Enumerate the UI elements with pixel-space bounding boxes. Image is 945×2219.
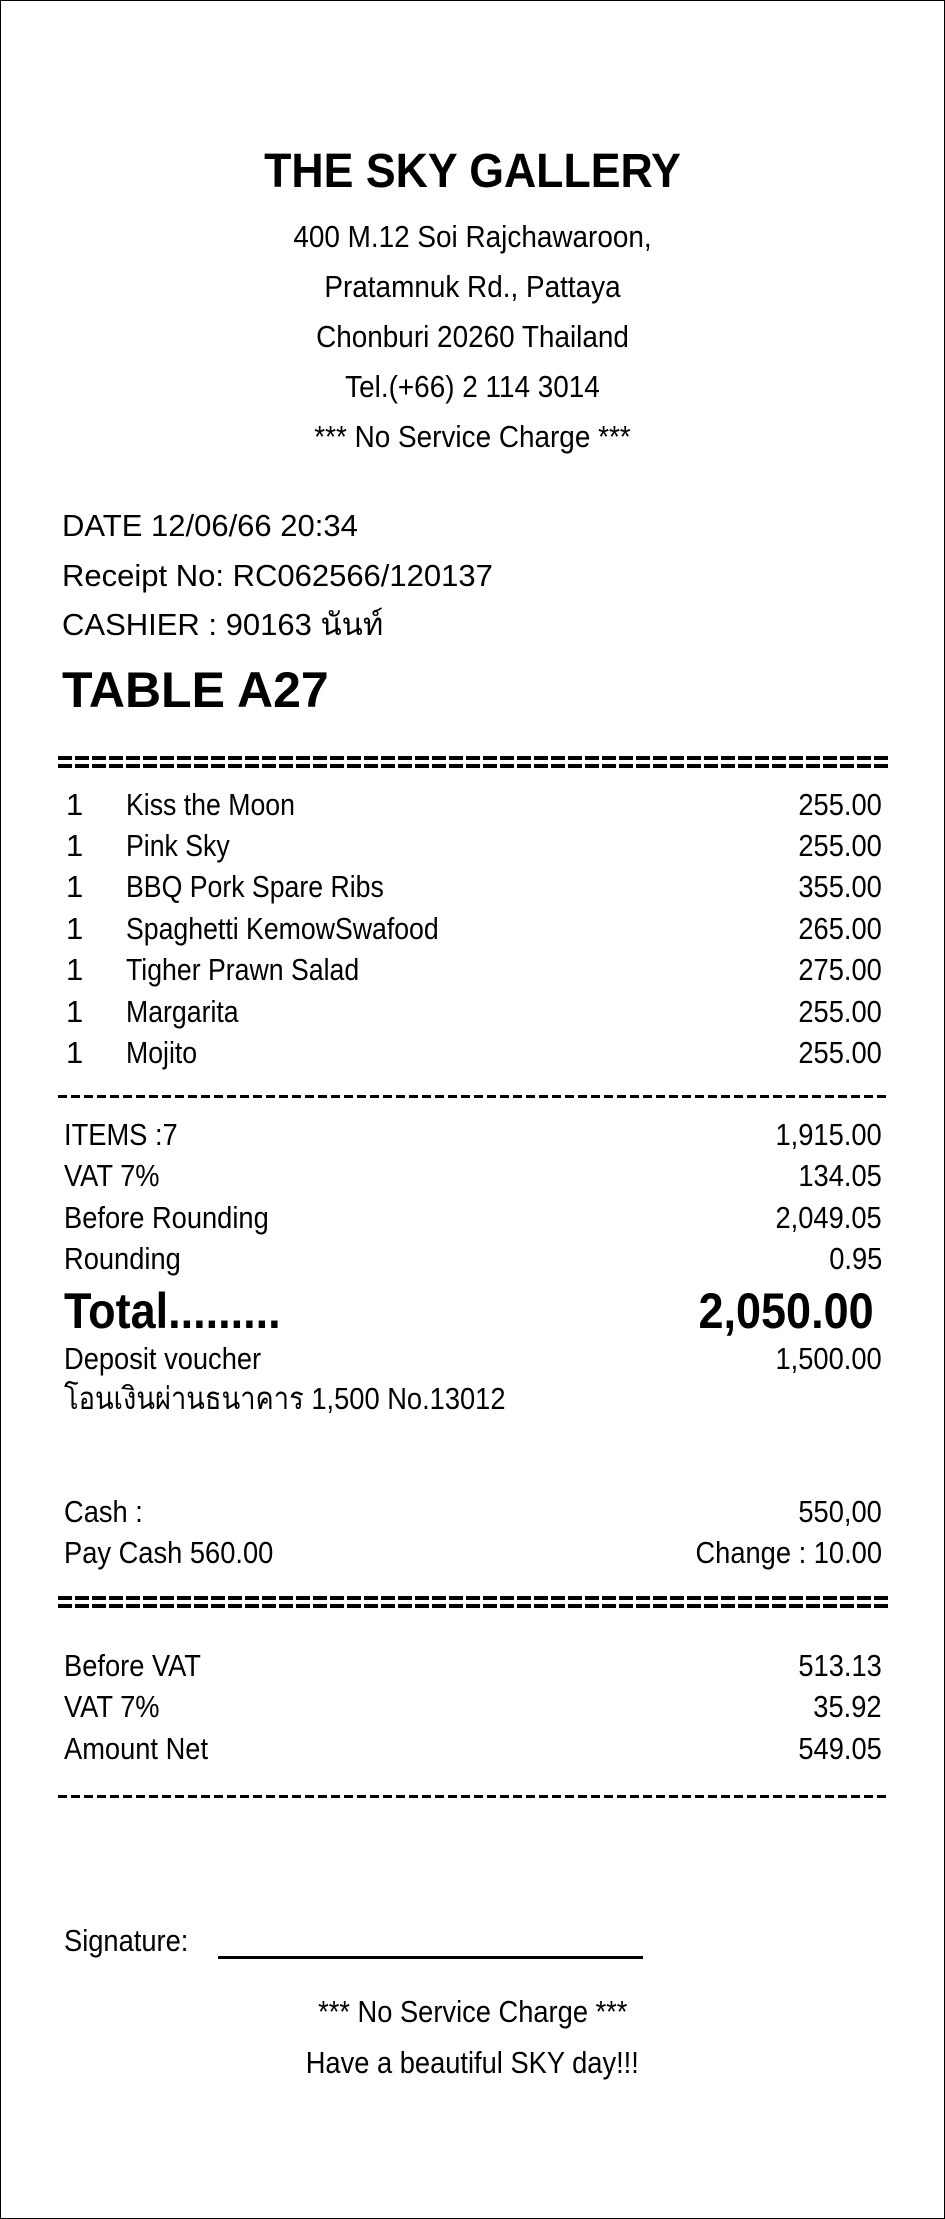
vat-breakdown-label: VAT 7% <box>64 1689 160 1724</box>
amount-net-label: Amount Net <box>64 1731 209 1766</box>
transfer-note-row <box>64 1379 882 1419</box>
pay-cash-row <box>64 1533 882 1573</box>
double-separator <box>58 1593 890 1611</box>
line-item <box>64 826 882 866</box>
item-price: 255.00 <box>798 1035 882 1070</box>
signature-line <box>218 1956 643 1959</box>
item-name: Pink Sky <box>126 828 230 863</box>
vat-value: 134.05 <box>798 1158 882 1193</box>
transfer-note: โอนเงินผ่านธนาคาร 1,500 No.13012 <box>64 1381 506 1416</box>
item-qty: 1 <box>66 952 84 987</box>
pay-cash: Pay Cash 560.00 <box>64 1535 274 1570</box>
amount-net-row <box>64 1729 882 1769</box>
no-service-charge-text: *** No Service Charge *** <box>317 1994 628 2029</box>
items-subtotal: 1,915.00 <box>775 1117 882 1152</box>
rounding-label: Rounding <box>64 1241 181 1276</box>
dashed-separator <box>58 1795 890 1798</box>
item-price: 355.00 <box>798 869 882 904</box>
cash-label: Cash : <box>64 1494 143 1529</box>
item-qty: 1 <box>66 828 84 863</box>
before-rounding-label: Before Rounding <box>64 1200 269 1235</box>
before-vat-row <box>64 1646 882 1686</box>
items-count-row <box>64 1115 882 1155</box>
item-name: BBQ Pork Spare Ribs <box>126 869 384 904</box>
item-price: 255.00 <box>798 828 882 863</box>
vat-label: VAT 7% <box>64 1158 160 1193</box>
items-count-label: ITEMS :7 <box>64 1117 178 1152</box>
item-price: 265.00 <box>798 911 882 946</box>
receipt-date: DATE 12/06/66 20:34 <box>62 508 358 543</box>
cashier: CASHIER : 90163 นันท์ <box>62 607 384 642</box>
signature-block <box>64 1921 205 1961</box>
before-rounding-row <box>64 1198 882 1238</box>
signature-label: Signature: <box>64 1923 189 1958</box>
item-price: 255.00 <box>798 787 882 822</box>
table-number: TABLE A27 <box>62 662 329 718</box>
total-value: 2,050.00 <box>698 1283 874 1339</box>
line-item <box>64 785 882 825</box>
address-line-2: Pratamnuk Rd., Pattaya <box>324 269 621 304</box>
vat-breakdown-value: 35.92 <box>813 1689 882 1724</box>
item-price: 275.00 <box>798 952 882 987</box>
before-rounding-value: 2,049.05 <box>775 1200 882 1235</box>
greeting-text: Have a beautiful SKY day!!! <box>305 2045 640 2080</box>
deposit-label: Deposit voucher <box>64 1341 262 1376</box>
line-item <box>64 1033 882 1073</box>
address-line-1: 400 M.12 Soi Rajchawaroon, <box>293 219 652 254</box>
deposit-value: 1,500.00 <box>775 1341 882 1376</box>
dashed-separator <box>58 1095 890 1098</box>
cash-value: 550,00 <box>798 1494 882 1529</box>
item-qty: 1 <box>66 994 84 1029</box>
item-name: Kiss the Moon <box>126 787 295 822</box>
double-separator <box>58 753 890 771</box>
before-vat-value: 513.13 <box>798 1648 882 1683</box>
vat-row <box>64 1156 882 1196</box>
item-qty: 1 <box>66 787 84 822</box>
total-row <box>64 1281 874 1341</box>
receipt-number: Receipt No: RC062566/120137 <box>62 558 493 593</box>
line-item <box>64 867 882 907</box>
line-item <box>64 950 882 990</box>
vat-breakdown-row <box>64 1687 882 1727</box>
item-name: Mojito <box>126 1035 198 1070</box>
item-name: Tigher Prawn Salad <box>126 952 360 987</box>
before-vat-label: Before VAT <box>64 1648 201 1683</box>
no-service-charge-header: *** No Service Charge *** <box>314 419 631 454</box>
amount-net-value: 549.05 <box>798 1731 882 1766</box>
item-qty: 1 <box>66 911 84 946</box>
no-service-charge-footer <box>1 1992 944 2032</box>
item-qty: 1 <box>66 1035 84 1070</box>
item-qty: 1 <box>66 869 84 904</box>
rounding-value: 0.95 <box>828 1241 882 1276</box>
total-label: Total......... <box>64 1283 281 1339</box>
line-item <box>64 909 882 949</box>
greeting <box>1 2043 944 2083</box>
store-name: THE SKY GALLERY <box>264 145 681 198</box>
phone-line: Tel.(+66) 2 114 3014 <box>345 369 600 404</box>
change-amount: Change : 10.00 <box>695 1535 882 1570</box>
rounding-row <box>64 1239 882 1279</box>
address-line-3: Chonburi 20260 Thailand <box>316 319 629 354</box>
cash-row <box>64 1492 882 1532</box>
item-price: 255.00 <box>798 994 882 1029</box>
item-name: Margarita <box>126 994 239 1029</box>
item-name: Spaghetti KemowSwafood <box>126 911 439 946</box>
deposit-row <box>64 1339 882 1379</box>
line-item <box>64 992 882 1032</box>
